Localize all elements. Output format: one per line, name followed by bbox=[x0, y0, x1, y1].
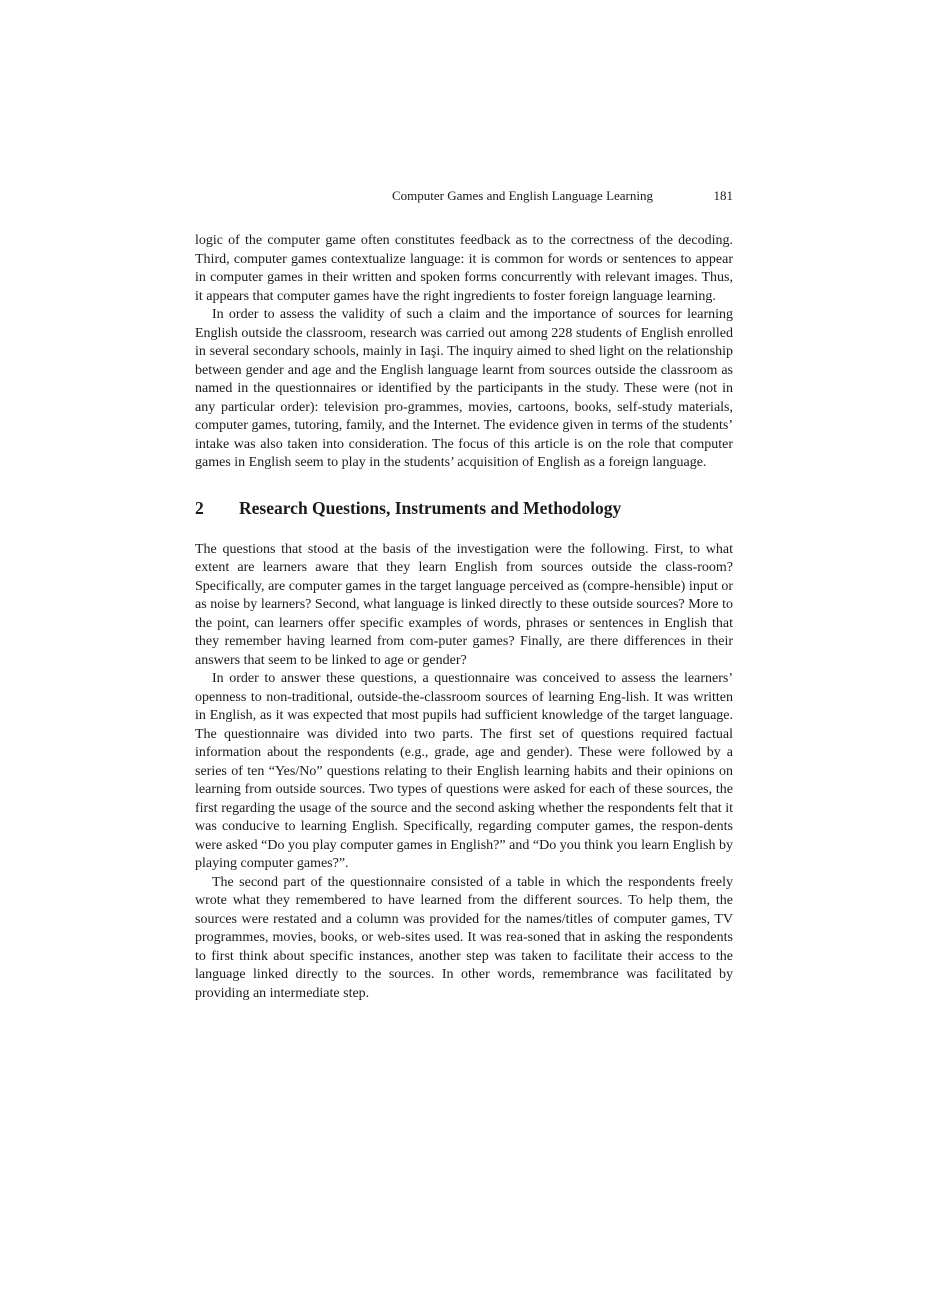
section-number: 2 bbox=[195, 497, 204, 518]
running-title: Computer Games and English Language Learning bbox=[391, 188, 653, 203]
section-heading bbox=[195, 497, 733, 519]
section-title: Research Questions, Instruments and Methodology bbox=[239, 497, 622, 518]
paragraph: logic of the computer game often constitutes feedback as to the correctness of the decoding. Third, computer games contextualize language: it is common for words or sentences to appear in computer games in their written and spoken forms concurrently with relevant images. Thus, it appears that computer games have the right ingredients to foster foreign language learning. bbox=[195, 233, 733, 304]
paragraph: In order to assess the validity of such a claim and the importance of sources for learning English outside the classroom, research was carried out among 228 students of English enrolled in several secondary schools, mainly in Iaşi. The inquiry aimed to shed light on the relationship between gender and age and the English language learnt from sources outside the classroom as named in the questionnaires or identified by the participants in the study. These were (not in any particular order): television pro-grammes, movies, cartoons, books, self-study materials, computer games, tutoring, family, and the Internet. The evidence given in terms of the students’ intake was also taken into consideration. The focus of this article is on the role that computer games in English seem to play in the students’ acquisition of English as a foreign language. bbox=[195, 307, 733, 470]
paragraph: In order to answer these questions, a questionnaire was conceived to assess the learners’ openness to non-traditional, outside-the-classroom sources of learning Eng-lish. It was written in English, as it was expected that most pupils had sufficient knowledge of the target language. The questionnaire was divided into two parts. The first set of questions required factual information about the respondents (e.g., grade, age and gender). These were followed by a series of ten “Yes/No” questions relating to their English learning habits and their opinions on learning from outside sources. Two types of questions were asked for each of these sources, the first regarding the usage of the source and the second asking whether the respondents felt that it was conducive to learning English. Specifically, regarding computer games, the respon-dents were asked “Do you play computer games in English?” and “Do you think you learn English by playing computer games?”. bbox=[195, 671, 733, 871]
running-head bbox=[195, 188, 733, 206]
paragraph: The questions that stood at the basis of the investigation were the following. First, to what extent are learners aware that they learn English from sources outside the class-room? Specifically, are computer games in the target language perceived as (compre-hensible) input or as noise by learners? Second, what language is linked directly to these outside sources? More to the point, can learners offer specific examples of words, phrases or sentences in English that they remember having learned from com-puter games? Finally, are there differences in their answers that seem to be linked to age or gender? bbox=[195, 541, 733, 668]
page bbox=[195, 188, 733, 1003]
paragraph: The second part of the questionnaire consisted of a table in which the respondents freely wrote what they remembered to have learned from the different sources. To help them, the sources were restated and a column was provided for the names/titles of computer games, TV programmes, movies, books, or web-sites used. It was rea-soned that in asking the respondents to first think about specific instances, another step was taken to facilitate their access to the language linked directly to the sources. In other words, remembrance was facilitated by providing an intermediate step. bbox=[195, 874, 733, 1001]
page-number: 181 bbox=[713, 188, 733, 203]
body-text bbox=[195, 232, 733, 1003]
